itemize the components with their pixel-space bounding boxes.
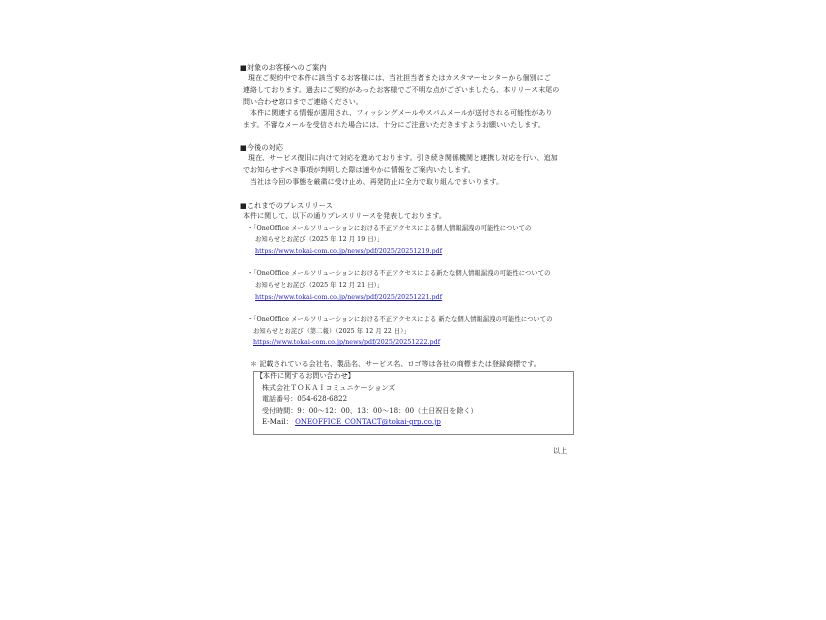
section-heading: ■これまでのプレスリリース bbox=[240, 201, 333, 210]
paragraph-line: 現在、サービス復旧に向けて対応を進めております。引き続き関係機関と連携し対応を行い、追加 bbox=[241, 154, 558, 162]
release-title: ・「OneOffice メールソリューションにおける不正アクセスによる個人情報漏洩の可能性についての bbox=[247, 225, 532, 232]
paragraph-line: 連絡しております。過去にご契約があったお客様でご不明な点がございましたら、本リリース末尾の bbox=[243, 86, 560, 94]
release-link[interactable]: https://www.tokai-com.co.jp/news/pdf/2025/20251221.pdf bbox=[255, 294, 443, 301]
section-heading: ■対象のお客様へのご案内 bbox=[240, 63, 327, 72]
release-link[interactable]: https://www.tokai-com.co.jp/news/pdf/2025/20251222.pdf bbox=[253, 339, 441, 346]
paragraph-line: でお知らせすべき事項が判明した際は速やかに情報をご案内いたします。 bbox=[243, 166, 475, 174]
paragraph-line: 問い合わせ窓口までご連絡ください。 bbox=[243, 98, 363, 106]
release-date: お知らせとお詫び（2025 年 12 月 21 日）」 bbox=[255, 282, 384, 289]
email-label: E-Mail： bbox=[262, 418, 293, 426]
contact-hours: 受付時間：9：00～12：00、13：00～18：00（土日祝日を除く） bbox=[262, 407, 478, 415]
contact-email-row bbox=[262, 418, 441, 427]
closing-text: 以上 bbox=[553, 447, 568, 455]
contact-title: 【本件に関するお問い合わせ】 bbox=[256, 372, 355, 380]
section-heading: ■今後の対応 bbox=[240, 143, 284, 152]
paragraph-line: 本件に関して、以下の通りプレスリリースを発表しております。 bbox=[243, 212, 446, 220]
paragraph-line: 当社は今回の事態を厳粛に受け止め、再発防止に全力で取り組んでまいります。 bbox=[243, 178, 504, 186]
release-title: ・「OneOffice メールソリューションにおける不正アクセスによる 新たな個人情報漏洩の可能性についての bbox=[247, 316, 553, 323]
release-title: ・「OneOffice メールソリューションにおける不正アクセスによる新たな個人情報漏洩の可能性についての bbox=[247, 270, 551, 277]
paragraph-line: 本件に関連する情報が悪用され、フィッシングメールやスパムメールが送付される可能性があり bbox=[243, 109, 553, 117]
paragraph-line: ます。不審なメールを受信された場合には、十分にご注意いただきますようお願いいたします。 bbox=[243, 121, 545, 129]
trademark-note: ＊ 記載されている会社名、製品名、サービス名、ロゴ等は各社の商標または登録商標です。 bbox=[250, 360, 541, 368]
email-link[interactable]: ONEOFFICE_CONTACT@tokai-grp.co.jp bbox=[295, 418, 441, 426]
contact-company: 株式会社ＴＯＫＡＩコミュニケーションズ bbox=[262, 384, 396, 392]
paragraph-line: 現在ご契約中で本件に該当するお客様には、当社担当者またはカスタマーセンターから個別にご bbox=[241, 74, 551, 82]
contact-phone: 電話番号：054-628-6822 bbox=[262, 395, 348, 403]
release-link[interactable]: https://www.tokai-com.co.jp/news/pdf/2025/20251219.pdf bbox=[255, 248, 443, 255]
release-date: お知らせとお詫び（第二報）（2025 年 12 月 22 日）」 bbox=[253, 328, 410, 335]
release-date: お知らせとお詫び（2025 年 12 月 19 日）」 bbox=[255, 236, 384, 243]
